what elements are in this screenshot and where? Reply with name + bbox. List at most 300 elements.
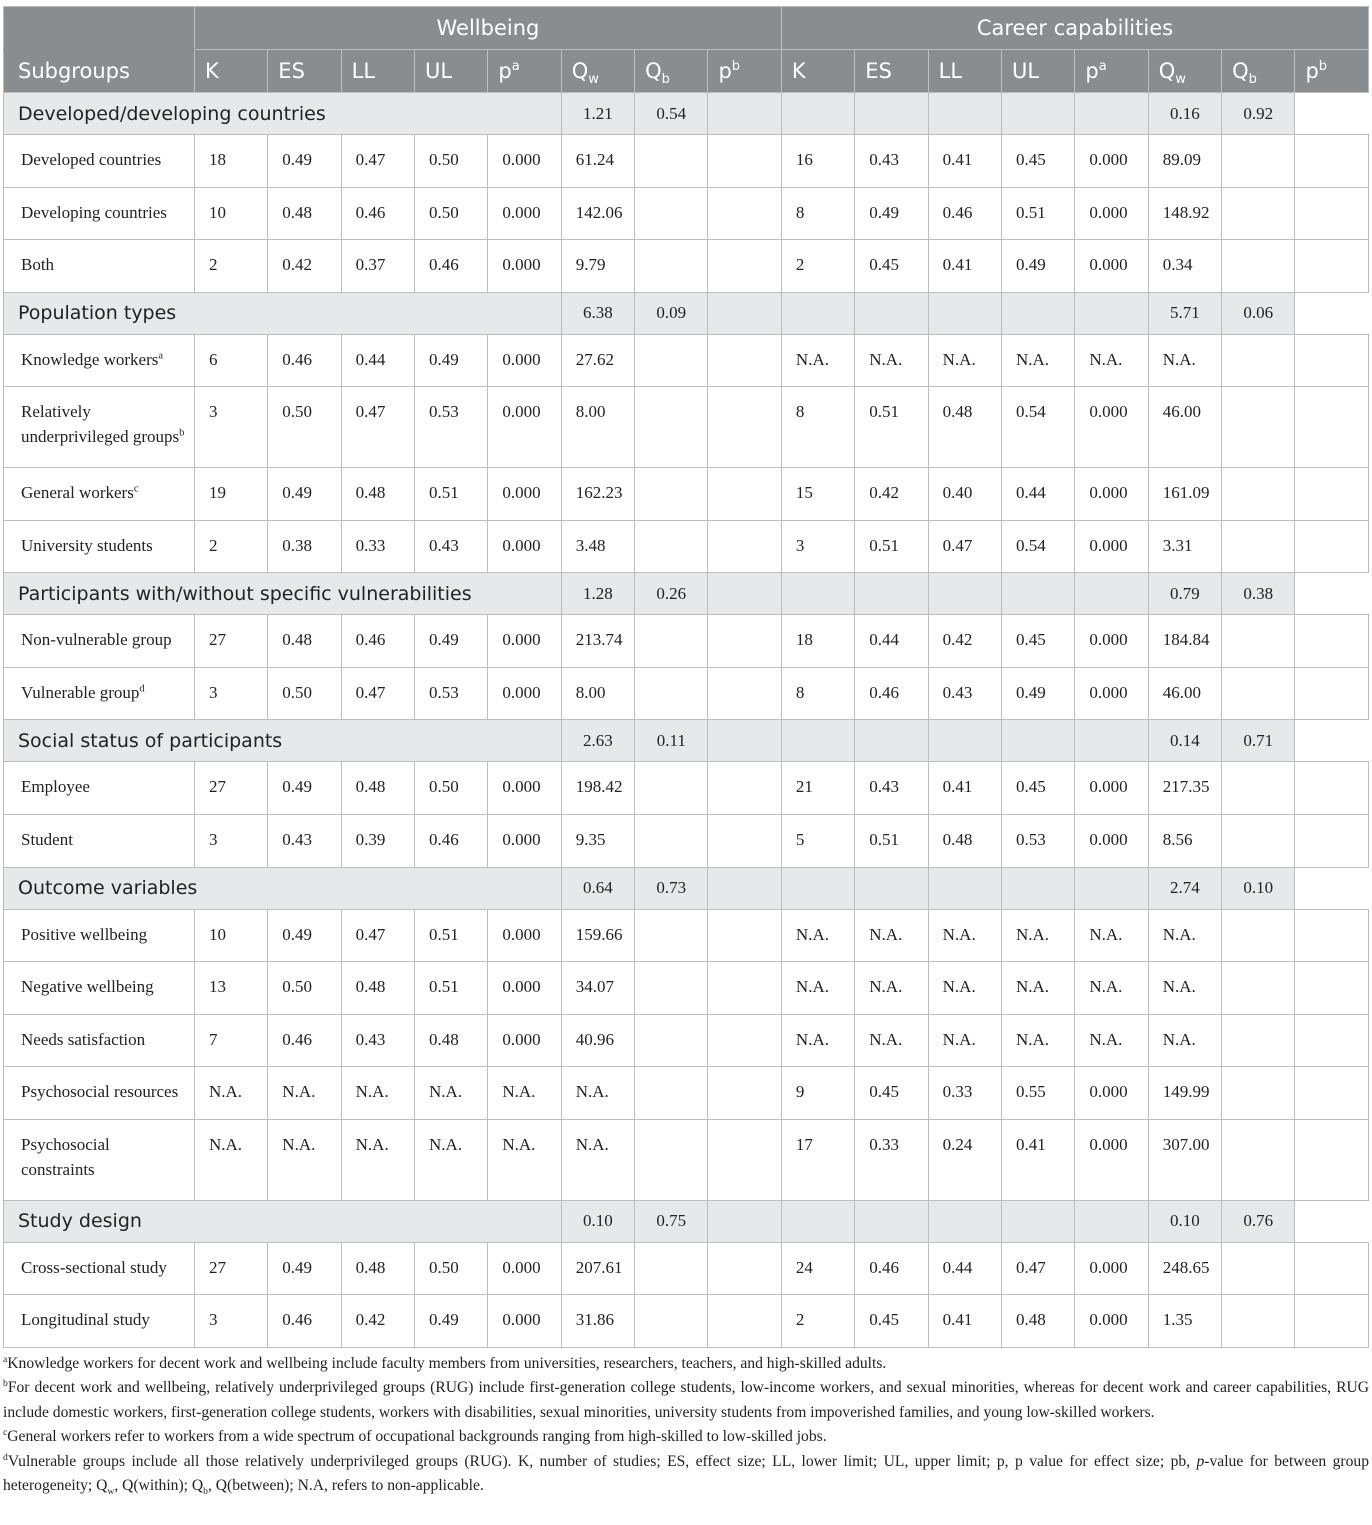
career-es-cell: 0.46 (855, 1242, 928, 1295)
empty-cell (928, 292, 1001, 334)
table-row (4, 468, 1369, 521)
row-label-text: Cross-sectional study (21, 1257, 167, 1277)
wellbeing-qw-cell: 61.24 (561, 135, 634, 188)
wellbeing-ll-cell: 0.48 (341, 962, 414, 1015)
career-pb: 0.06 (1222, 292, 1295, 334)
row-label-text: Developed countries (21, 150, 162, 169)
career-pb: 0.71 (1222, 720, 1295, 762)
wellbeing-ul-cell: 0.50 (415, 1242, 488, 1295)
wellbeing-qb: 1.21 (561, 93, 634, 135)
empty-cell (1222, 1067, 1295, 1120)
footnote-marker: d (139, 683, 145, 695)
empty-cell (1222, 468, 1295, 521)
wellbeing-k-cell: 7 (194, 1014, 267, 1067)
career-qw-cell: 217.35 (1148, 762, 1221, 815)
wellbeing-ll-cell: 0.47 (341, 135, 414, 188)
empty-cell (1295, 815, 1369, 868)
career-p-cell: 0.000 (1075, 615, 1148, 668)
career-ul-cell: 0.45 (1002, 615, 1075, 668)
wellbeing-k-cell: 3 (194, 667, 267, 720)
group-title: Developed/developing countries (4, 93, 562, 135)
empty-cell (1295, 1242, 1369, 1295)
header-p-a: $p^a$ (1075, 50, 1148, 93)
career-es-cell: 0.45 (855, 1067, 928, 1120)
empty-cell (635, 240, 708, 293)
empty-cell (1295, 520, 1369, 573)
empty-cell (635, 135, 708, 188)
wellbeing-ul-cell: 0.48 (415, 1014, 488, 1067)
wellbeing-es-cell: 0.49 (268, 468, 341, 521)
table-row (4, 962, 1369, 1015)
row-label-text: University students (21, 535, 153, 555)
group-title: Participants with/without specific vulnerabilities (4, 573, 562, 615)
table-row (4, 1067, 1369, 1120)
wellbeing-ll-cell: N.A. (341, 1067, 414, 1120)
career-ll-cell: 0.46 (928, 187, 1001, 240)
career-ul-cell: 0.45 (1002, 135, 1075, 188)
career-qb: 2.74 (1148, 867, 1221, 909)
empty-cell (1222, 762, 1295, 815)
empty-cell (781, 573, 854, 615)
empty-cell (708, 292, 781, 334)
career-ll-cell: 0.48 (928, 815, 1001, 868)
empty-cell (1075, 1200, 1148, 1242)
career-ll-cell: 0.41 (928, 135, 1001, 188)
wellbeing-p-cell: 0.000 (488, 667, 561, 720)
career-es-cell: 0.46 (855, 667, 928, 720)
wellbeing-es-cell: N.A. (268, 1119, 341, 1200)
empty-cell (1222, 962, 1295, 1015)
wellbeing-ul-cell: 0.49 (415, 334, 488, 387)
career-ul-cell: 0.54 (1002, 520, 1075, 573)
empty-cell (855, 1200, 928, 1242)
table-row (4, 334, 1369, 387)
header-p-b: $p^b$ (1295, 50, 1369, 93)
empty-cell (855, 573, 928, 615)
career-ul-cell: 0.54 (1002, 387, 1075, 468)
career-ll-cell: 0.43 (928, 667, 1001, 720)
career-k-cell: 8 (781, 667, 854, 720)
wellbeing-p-cell: 0.000 (488, 909, 561, 962)
career-ll-cell: 0.41 (928, 762, 1001, 815)
wellbeing-es-cell: 0.46 (268, 1295, 341, 1348)
career-qw-cell: 184.84 (1148, 615, 1221, 668)
career-qw-cell: 46.00 (1148, 667, 1221, 720)
empty-cell (1222, 1242, 1295, 1295)
wellbeing-p-cell: 0.000 (488, 334, 561, 387)
empty-cell (1222, 334, 1295, 387)
wellbeing-pb: 0.75 (635, 1200, 708, 1242)
career-es-cell: N.A. (855, 1014, 928, 1067)
empty-cell (635, 1014, 708, 1067)
header-q-b: $Q_b$ (1222, 50, 1295, 93)
wellbeing-k-cell: 18 (194, 135, 267, 188)
wellbeing-es-cell: 0.43 (268, 815, 341, 868)
career-ul-cell: N.A. (1002, 1014, 1075, 1067)
header-career-capabilities: Career capabilities (781, 7, 1368, 50)
group-header-row (4, 720, 1369, 762)
wellbeing-k-cell: 6 (194, 334, 267, 387)
wellbeing-es-cell: 0.50 (268, 962, 341, 1015)
wellbeing-ul-cell: 0.43 (415, 520, 488, 573)
footnote-marker: b (179, 427, 185, 439)
table-row (4, 135, 1369, 188)
career-pb: 0.76 (1222, 1200, 1295, 1242)
wellbeing-qw-cell: 9.79 (561, 240, 634, 293)
wellbeing-p-cell: N.A. (488, 1067, 561, 1120)
empty-cell (708, 720, 781, 762)
wellbeing-qb: 1.28 (561, 573, 634, 615)
wellbeing-p-cell: 0.000 (488, 762, 561, 815)
wellbeing-ll-cell: 0.46 (341, 615, 414, 668)
row-label-text: Both (21, 255, 55, 275)
empty-cell (1295, 1014, 1369, 1067)
career-es-cell: 0.42 (855, 468, 928, 521)
career-ul-cell: 0.41 (1002, 1119, 1075, 1200)
wellbeing-ll-cell: 0.47 (341, 667, 414, 720)
career-ul-cell: 0.49 (1002, 667, 1075, 720)
wellbeing-es-cell: 0.42 (268, 240, 341, 293)
career-ul-cell: 0.45 (1002, 762, 1075, 815)
header-blank-cell (4, 7, 195, 50)
career-ul-cell: 0.49 (1002, 240, 1075, 293)
career-qb: 0.16 (1148, 93, 1221, 135)
empty-cell (708, 93, 781, 135)
empty-cell (1295, 762, 1369, 815)
wellbeing-ll-cell: 0.37 (341, 240, 414, 293)
table-row (4, 1295, 1369, 1348)
row-label (4, 667, 195, 720)
row-label (4, 762, 195, 815)
empty-cell (708, 387, 781, 468)
career-es-cell: 0.51 (855, 520, 928, 573)
table-row (4, 909, 1369, 962)
career-p-cell: 0.000 (1075, 520, 1148, 573)
empty-cell (708, 1200, 781, 1242)
wellbeing-ul-cell: 0.51 (415, 962, 488, 1015)
wellbeing-k-cell: N.A. (194, 1067, 267, 1120)
wellbeing-ul-cell: 0.46 (415, 815, 488, 868)
footnote-d: $^d$Vulnerable groups include all those relatively underprivileged groups (RUG). K, number of studies; ES, effect size; LL, lower limit; UL, upper limit; p, p value for effect size; pb, p-value for between group heterogeneity; $Q_w$, Q(within); $Q_b$, Q(between); N.A, refers to non-applicable. (3, 1451, 1369, 1498)
empty-cell (1222, 187, 1295, 240)
wellbeing-k-cell: 2 (194, 240, 267, 293)
empty-cell (1295, 1067, 1369, 1120)
career-p-cell: 0.000 (1075, 387, 1148, 468)
header-q-b: $Q_b$ (635, 50, 708, 93)
table-row (4, 762, 1369, 815)
career-p-cell: 0.000 (1075, 1067, 1148, 1120)
wellbeing-pb: 0.26 (635, 573, 708, 615)
empty-cell (855, 93, 928, 135)
header-q-w: $Q_w$ (561, 50, 634, 93)
career-ul-cell: 0.55 (1002, 1067, 1075, 1120)
empty-cell (855, 292, 928, 334)
career-ll-cell: 0.42 (928, 615, 1001, 668)
wellbeing-qw-cell: 142.06 (561, 187, 634, 240)
career-es-cell: 0.51 (855, 815, 928, 868)
career-k-cell: 2 (781, 1295, 854, 1348)
row-label (4, 187, 195, 240)
career-qw-cell: 0.34 (1148, 240, 1221, 293)
empty-cell (708, 867, 781, 909)
row-label (4, 1014, 195, 1067)
wellbeing-qw-cell: 207.61 (561, 1242, 634, 1295)
header-es: ES (268, 50, 341, 93)
header-ul: UL (415, 50, 488, 93)
empty-cell (708, 815, 781, 868)
wellbeing-es-cell: 0.49 (268, 909, 341, 962)
wellbeing-qw-cell: 198.42 (561, 762, 634, 815)
row-label (4, 468, 195, 521)
wellbeing-ul-cell: 0.50 (415, 187, 488, 240)
empty-cell (708, 573, 781, 615)
career-ll-cell: N.A. (928, 909, 1001, 962)
wellbeing-p-cell: 0.000 (488, 135, 561, 188)
row-label-text: Relatively underprivileged groups (21, 402, 180, 447)
wellbeing-qb: 6.38 (561, 292, 634, 334)
career-qw-cell: 1.35 (1148, 1295, 1221, 1348)
career-qw-cell: N.A. (1148, 909, 1221, 962)
career-p-cell: N.A. (1075, 334, 1148, 387)
row-label-text: Psychosocial constraints (21, 1134, 110, 1179)
wellbeing-es-cell: N.A. (268, 1067, 341, 1120)
career-ul-cell: 0.53 (1002, 815, 1075, 868)
footnote-a: $^a$Knowledge workers for decent work and wellbeing include faculty members from universities, researchers, teachers, and high-skilled adults. (3, 1353, 887, 1372)
empty-cell (1295, 334, 1369, 387)
empty-cell (781, 93, 854, 135)
empty-cell (855, 720, 928, 762)
career-qb: 0.10 (1148, 1200, 1221, 1242)
wellbeing-pb: 0.11 (635, 720, 708, 762)
wellbeing-qw-cell: N.A. (561, 1119, 634, 1200)
wellbeing-p-cell: 0.000 (488, 815, 561, 868)
career-p-cell: 0.000 (1075, 1242, 1148, 1295)
wellbeing-qw-cell: 3.48 (561, 520, 634, 573)
empty-cell (708, 520, 781, 573)
wellbeing-pb: 0.09 (635, 292, 708, 334)
header-ul: UL (1002, 50, 1075, 93)
table-row (4, 1014, 1369, 1067)
wellbeing-ul-cell: 0.53 (415, 387, 488, 468)
career-pb: 0.10 (1222, 867, 1295, 909)
wellbeing-ll-cell: 0.42 (341, 1295, 414, 1348)
career-pb: 0.92 (1222, 93, 1295, 135)
career-ll-cell: N.A. (928, 962, 1001, 1015)
empty-cell (781, 867, 854, 909)
empty-cell (708, 1067, 781, 1120)
empty-cell (1222, 1119, 1295, 1200)
group-title: Social status of participants (4, 720, 562, 762)
career-k-cell: N.A. (781, 334, 854, 387)
table-row (4, 1242, 1369, 1295)
empty-cell (708, 762, 781, 815)
wellbeing-ll-cell: N.A. (341, 1119, 414, 1200)
empty-cell (635, 762, 708, 815)
wellbeing-qw-cell: 8.00 (561, 667, 634, 720)
empty-cell (635, 962, 708, 1015)
empty-cell (1075, 292, 1148, 334)
wellbeing-qw-cell: 162.23 (561, 468, 634, 521)
header-ll: LL (928, 50, 1001, 93)
empty-cell (635, 1067, 708, 1120)
career-ll-cell: 0.24 (928, 1119, 1001, 1200)
empty-cell (1222, 135, 1295, 188)
wellbeing-ll-cell: 0.39 (341, 815, 414, 868)
career-es-cell: 0.49 (855, 187, 928, 240)
empty-cell (708, 667, 781, 720)
career-k-cell: 21 (781, 762, 854, 815)
empty-cell (635, 468, 708, 521)
wellbeing-p-cell: 0.000 (488, 240, 561, 293)
wellbeing-k-cell: 27 (194, 762, 267, 815)
header-k: K (781, 50, 854, 93)
wellbeing-ul-cell: 0.49 (415, 615, 488, 668)
career-qw-cell: 248.65 (1148, 1242, 1221, 1295)
wellbeing-es-cell: 0.48 (268, 615, 341, 668)
empty-cell (1222, 667, 1295, 720)
empty-cell (635, 615, 708, 668)
wellbeing-k-cell: 10 (194, 187, 267, 240)
career-ul-cell: 0.51 (1002, 187, 1075, 240)
empty-cell (708, 135, 781, 188)
row-label (4, 334, 195, 387)
wellbeing-k-cell: 27 (194, 615, 267, 668)
wellbeing-qb: 0.64 (561, 867, 634, 909)
wellbeing-qw-cell: 213.74 (561, 615, 634, 668)
career-es-cell: 0.51 (855, 387, 928, 468)
career-es-cell: 0.43 (855, 135, 928, 188)
empty-cell (708, 615, 781, 668)
career-ul-cell: 0.47 (1002, 1242, 1075, 1295)
empty-cell (635, 520, 708, 573)
career-p-cell: 0.000 (1075, 762, 1148, 815)
wellbeing-p-cell: N.A. (488, 1119, 561, 1200)
row-label-text: Positive wellbeing (21, 924, 148, 944)
career-ll-cell: 0.44 (928, 1242, 1001, 1295)
wellbeing-es-cell: 0.50 (268, 387, 341, 468)
wellbeing-es-cell: 0.49 (268, 1242, 341, 1295)
row-label-text: Employee (21, 777, 90, 797)
row-label-text: Vulnerable group (21, 682, 140, 702)
career-k-cell: 8 (781, 187, 854, 240)
career-ul-cell: N.A. (1002, 962, 1075, 1015)
empty-cell (708, 1242, 781, 1295)
wellbeing-qw-cell: 40.96 (561, 1014, 634, 1067)
wellbeing-qw-cell: 8.00 (561, 387, 634, 468)
empty-cell (708, 1295, 781, 1348)
wellbeing-es-cell: 0.46 (268, 1014, 341, 1067)
career-ll-cell: 0.48 (928, 387, 1001, 468)
wellbeing-qb: 0.10 (561, 1200, 634, 1242)
footnote-marker: a (158, 349, 164, 361)
wellbeing-qb: 2.63 (561, 720, 634, 762)
empty-cell (1295, 135, 1369, 188)
career-es-cell: 0.45 (855, 240, 928, 293)
career-qw-cell: 8.56 (1148, 815, 1221, 868)
career-p-cell: 0.000 (1075, 187, 1148, 240)
row-label (4, 1119, 195, 1200)
row-label-text: General workers (21, 483, 134, 503)
wellbeing-es-cell: 0.49 (268, 135, 341, 188)
career-qb: 0.14 (1148, 720, 1221, 762)
career-p-cell: 0.000 (1075, 815, 1148, 868)
empty-cell (1075, 720, 1148, 762)
career-k-cell: 16 (781, 135, 854, 188)
wellbeing-ul-cell: N.A. (415, 1119, 488, 1200)
empty-cell (708, 1014, 781, 1067)
empty-cell (1295, 667, 1369, 720)
empty-cell (635, 334, 708, 387)
career-p-cell: 0.000 (1075, 468, 1148, 521)
empty-cell (1295, 387, 1369, 468)
row-label (4, 815, 195, 868)
table-row (4, 187, 1369, 240)
table-row (4, 667, 1369, 720)
group-header-row (4, 1200, 1369, 1242)
header-k: K (194, 50, 267, 93)
row-label (4, 1295, 195, 1348)
wellbeing-ll-cell: 0.44 (341, 334, 414, 387)
empty-cell (855, 867, 928, 909)
row-label-text: Needs satisfaction (21, 1029, 146, 1049)
empty-cell (1295, 240, 1369, 293)
career-k-cell: 8 (781, 387, 854, 468)
wellbeing-es-cell: 0.46 (268, 334, 341, 387)
wellbeing-ll-cell: 0.43 (341, 1014, 414, 1067)
career-ll-cell: 0.40 (928, 468, 1001, 521)
empty-cell (928, 93, 1001, 135)
empty-cell (1002, 292, 1075, 334)
wellbeing-ll-cell: 0.46 (341, 187, 414, 240)
wellbeing-p-cell: 0.000 (488, 520, 561, 573)
empty-cell (1002, 1200, 1075, 1242)
wellbeing-p-cell: 0.000 (488, 1014, 561, 1067)
empty-cell (708, 240, 781, 293)
career-es-cell: 0.43 (855, 762, 928, 815)
empty-cell (635, 667, 708, 720)
wellbeing-p-cell: 0.000 (488, 962, 561, 1015)
empty-cell (1075, 93, 1148, 135)
empty-cell (1075, 867, 1148, 909)
row-label (4, 1067, 195, 1120)
row-label (4, 135, 195, 188)
row-label-text: Student (21, 830, 73, 850)
career-ll-cell: 0.47 (928, 520, 1001, 573)
empty-cell (635, 815, 708, 868)
empty-cell (1222, 520, 1295, 573)
wellbeing-k-cell: 3 (194, 815, 267, 868)
wellbeing-p-cell: 0.000 (488, 387, 561, 468)
empty-cell (708, 909, 781, 962)
wellbeing-ll-cell: 0.48 (341, 762, 414, 815)
career-qw-cell: 89.09 (1148, 135, 1221, 188)
empty-cell (708, 468, 781, 521)
row-label-text: Negative wellbeing (21, 977, 154, 997)
wellbeing-es-cell: 0.50 (268, 667, 341, 720)
wellbeing-k-cell: 19 (194, 468, 267, 521)
group-header-row (4, 867, 1369, 909)
career-es-cell: 0.45 (855, 1295, 928, 1348)
empty-cell (928, 1200, 1001, 1242)
row-label (4, 962, 195, 1015)
empty-cell (1222, 815, 1295, 868)
footnote-b: $^b$For decent work and wellbeing, relatively underprivileged groups (RUG) include first-generation college students, low-income workers, and sexual minorities, whereas for decent work and career capabilities, RUG include domestic workers, first-generation college students, workers with disabilities, sexual minorities, university students from impoverished families, and young low-skilled workers. (3, 1378, 1369, 1421)
wellbeing-p-cell: 0.000 (488, 615, 561, 668)
empty-cell (1222, 615, 1295, 668)
career-k-cell: 15 (781, 468, 854, 521)
footnote-c: $^c$General workers refer to workers from a wide spectrum of occupational backgrounds ranging from high-skilled to low-skilled jobs. (3, 1427, 827, 1446)
wellbeing-k-cell: N.A. (194, 1119, 267, 1200)
